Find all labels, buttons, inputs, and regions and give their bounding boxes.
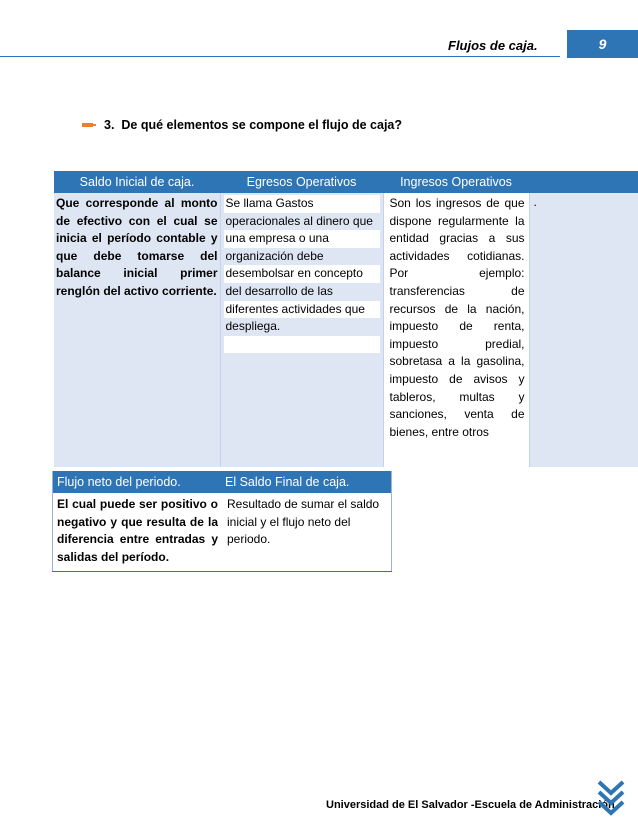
summary-table-row: [53, 493, 392, 572]
question-marker-tail: [93, 124, 96, 126]
egresos-blank-1: [224, 336, 380, 353]
header-saldo-final: El Saldo Final de caja.: [221, 471, 392, 493]
elements-table-row: [54, 193, 638, 467]
footer-text: Universidad de El Salvador -Escuela de Administración.: [326, 799, 618, 811]
cell-egresos: [220, 193, 383, 467]
header-saldo-inicial: Saldo Inicial de caja.: [54, 171, 220, 193]
cell-extra-text: .: [533, 195, 537, 209]
header-egresos: Egresos Operativos: [220, 171, 383, 193]
header-title: Flujos de caja.: [448, 38, 538, 53]
egresos-blank-2: [224, 353, 380, 370]
egresos-line-4: organización debe: [225, 248, 324, 263]
question-text: De qué elementos se compone el flujo de caja?: [121, 118, 403, 132]
cell-extra: [529, 193, 638, 467]
cell-saldo-inicial: [54, 193, 220, 467]
egresos-line-8: despliega.: [225, 319, 281, 334]
egresos-line-3: una empresa o una: [224, 230, 380, 248]
cell-flujo-neto: [53, 493, 222, 572]
question-number: 3.: [104, 118, 115, 132]
double-chevron-down-icon: [596, 776, 626, 816]
egresos-line-1: Se llama Gastos: [224, 195, 380, 213]
question-marker: [82, 123, 93, 127]
cell-saldo-final: [221, 493, 392, 572]
cell-ingresos: [383, 193, 529, 467]
cell-flujo-neto-text: El cual puede ser positivo o negativo y que resulta de la diferencia entre entradas y salidas del período.: [57, 497, 218, 564]
egresos-line-7: diferentes actividades que: [224, 301, 380, 319]
egresos-line-5: desembolsar en concepto: [224, 265, 380, 283]
egresos-line-2: operacionales al dinero que: [225, 213, 373, 228]
elements-table: [54, 171, 638, 467]
header-ingresos: Ingresos Operativos: [383, 171, 529, 193]
cell-saldo-final-text: Resultado de sumar el saldo inicial y el flujo neto del periodo.: [227, 497, 380, 547]
egresos-line-6: del desarrollo de las: [225, 283, 333, 298]
summary-table: [52, 471, 392, 572]
header-extra: [529, 171, 638, 193]
elements-table-header: [54, 171, 638, 193]
summary-table-header: [53, 471, 392, 493]
cell-ingresos-text: Son los ingresos de que dispone regularmente la entidad gracias a sus actividades cotidianas. Por ejemplo: transferencias de recursos de la nación, impuesto de renta, impuesto predial, sobretasa a la gasolina, impuesto de avisos y tableros, multas y sanciones, venta de bienes, entre otros: [389, 196, 525, 439]
cell-saldo-inicial-text: Que corresponde al monto de efectivo con el cual se inicia el período contable y que debe tomarse del balance inicial primer renglón del activo corriente.: [56, 196, 218, 298]
question-heading: [104, 118, 402, 132]
page-number: 9: [567, 30, 638, 58]
header-flujo-neto: Flujo neto del periodo.: [53, 471, 222, 493]
header-rule: [0, 56, 560, 57]
